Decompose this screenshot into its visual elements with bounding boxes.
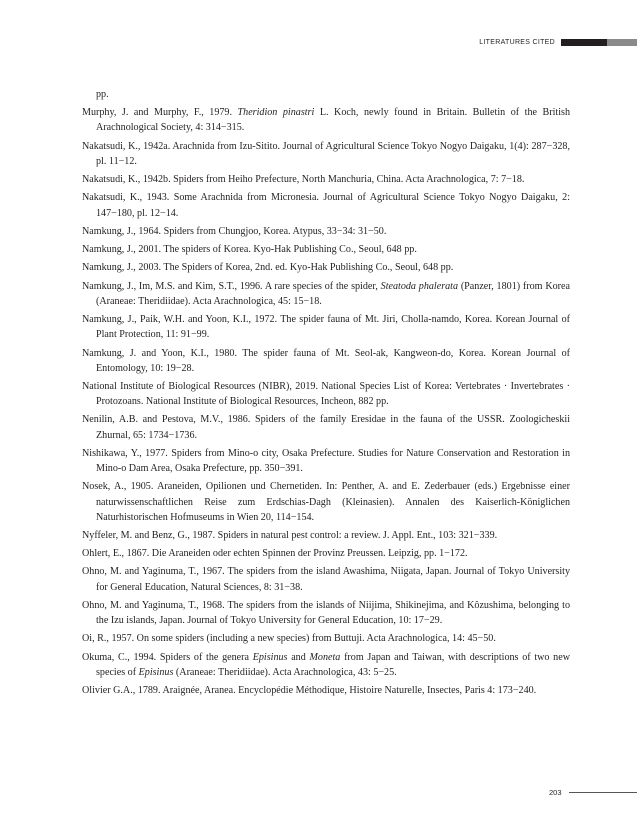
reference-species-name: Steatoda phalerata [380, 280, 459, 292]
reference-entry [82, 279, 570, 309]
reference-text: Ohno, M. and Yaginuma, T., 1967. The spiders from the island Awashima, Niigata, Japan. Journal of Tokyo University for General Education, Natural Sciences, 8: 31−38. [82, 566, 570, 593]
reference-entry [82, 346, 570, 376]
reference-text: pp. [96, 89, 109, 100]
reference-text: Namkung, J. and Yoon, K.I., 1980. The spider fauna of Mt. Seol-ak, Kangweon-do, Korea. Korean Journal of Entomology, 10: 19−28. [82, 347, 570, 374]
reference-text: L. Koch, newly found in Britain. Bulletin of the British Arachnological Society, 4: 314−315. [96, 107, 570, 134]
page-footer [549, 788, 637, 797]
reference-text: (Araneae: Theridiidae). Acta Arachnologica, 43: 5−25. [173, 666, 397, 678]
section-label: LITERATURES CITED [479, 38, 555, 46]
reference-entry [82, 479, 570, 525]
header-bar-light [607, 39, 637, 46]
reference-entry [82, 224, 570, 239]
reference-entry [82, 446, 570, 476]
reference-entry [82, 631, 570, 646]
reference-entry [82, 650, 570, 680]
reference-entry [82, 312, 570, 342]
reference-species-name: Theridion pinastri [237, 107, 315, 119]
reference-entry [82, 190, 570, 220]
reference-text: Namkung, J., 2003. The Spiders of Korea, 2nd. ed. Kyo-Hak Publishing Co., Seoul, 648 pp. [82, 262, 454, 274]
reference-species-name: Moneta [309, 651, 341, 663]
reference-text: Olivier G.A., 1789. Araignée, Aranea. Encyclopédie Méthodique, Histoire Naturelle, Insectes, Paris 4: 173−240. [82, 685, 537, 697]
reference-entry [82, 87, 570, 102]
reference-text: (Panzer, 1801) from Korea (Araneae: Theridiidae). Acta Arachnologica, 45: 15−18. [96, 280, 570, 307]
reference-text: Murphy, J. and Murphy, F., 1979. [82, 107, 238, 119]
reference-entry [82, 683, 570, 698]
reference-text: Nakatsudi, K., 1943. Some Arachnida from Micronesia. Journal of Agricultural Science Tokyo Nogyo Daigaku, 2: 147−180, pl. 12−14. [82, 192, 570, 219]
reference-text: National Institute of Biological Resources (NIBR), 2019. National Species List of Korea: Vertebrates · Invertebrates · Protozoans. National Institute of Biological Resources, Incheon, 882 pp. [82, 380, 570, 408]
reference-entry [82, 528, 570, 543]
reference-entry [82, 242, 570, 257]
reference-text: Ohlert, E., 1867. Die Araneiden oder echten Spinnen der Provinz Preussen. Leipzig, pp. 1−172. [82, 548, 468, 560]
page-number: 203 [549, 788, 562, 797]
reference-text: Nishikawa, Y., 1977. Spiders from Mino-o city, Osaka Prefecture. Studies for Nature Conservation and Restoration in Mino-o Dam Area, Osaka Prefecture, pp. 350−391. [82, 447, 570, 475]
reference-text: and [287, 651, 310, 663]
reference-entry [82, 139, 570, 169]
footer-rule [569, 792, 637, 793]
running-header [479, 37, 637, 47]
reference-text: Nenilin, A.B. and Pestova, M.V., 1986. Spiders of the family Eresidae in the fauna of the USSR. Zoologicheskii Zhurnal, 65: 1734−1736. [82, 414, 570, 441]
reference-entry [82, 564, 570, 594]
reference-species-name: Episinus [138, 666, 174, 678]
reference-text: Namkung, J., 2001. The spiders of Korea. Kyo-Hak Publishing Co., Seoul, 648 pp. [82, 244, 417, 256]
reference-entry [82, 546, 570, 561]
reference-text: Oi, R., 1957. On some spiders (including a new species) from Buttuji. Acta Arachnologica, 14: 45−50. [82, 633, 496, 645]
reference-entry [82, 105, 570, 135]
reference-species-name: Episinus [252, 651, 288, 663]
reference-text: Okuma, C., 1994. Spiders of the genera [82, 651, 253, 663]
reference-list [82, 87, 570, 701]
reference-entry [82, 260, 570, 275]
reference-text: Ohno, M. and Yaginuma, T., 1968. The spiders from the islands of Niijima, Shikinejima, and Kôzushima, belonging to the Izu islands, Japan. Journal of Tokyo University for General Education, 10: 17−29. [82, 599, 570, 627]
reference-text: Nakatsudi, K., 1942a. Arachnida from Izu-Sitito. Journal of Agricultural Science Tokyo Nogyo Daigaku, 1(4): 287−328, pl. 11−12. [82, 140, 570, 167]
reference-text: Nosek, A., 1905. Araneiden, Opilionen und Chernetiden. In: Penther, A. and E. Zederbauer (eds.) Ergebnisse einer naturwissenschaftlichen Reise zum Erdschias-Dagh (Kleinasien). Annalen des Kaiserlich-Königlichen Naturhistorischen Hofmuseums in Wien 20, 114−154. [82, 481, 570, 523]
reference-text: Nyffeler, M. and Benz, G., 1987. Spiders in natural pest control: a review. J. Appl. Ent., 103: 321−339. [82, 529, 498, 541]
reference-text: Namkung, J., 1964. Spiders from Chungjoo, Korea. Atypus, 33−34: 31−50. [82, 225, 387, 237]
reference-text: Namkung, J., Im, M.S. and Kim, S.T., 1996. A rare species of the spider, [82, 280, 381, 292]
reference-entry [82, 598, 570, 628]
header-bar-dark [561, 39, 607, 46]
reference-text: Nakatsudi, K., 1942b. Spiders from Heiho Prefecture, North Manchuria, China. Acta Arachnologica, 7: 7−18. [82, 174, 525, 186]
reference-entry [82, 172, 570, 187]
reference-entry [82, 379, 570, 409]
reference-text: Namkung, J., Paik, W.H. and Yoon, K.I., 1972. The spider fauna of Mt. Jiri, Cholla-namdo, Korea. Korean Journal of Plant Protection, 11: 91−99. [82, 314, 570, 341]
reference-text: from Japan and Taiwan, with descriptions of two new species of [96, 651, 570, 678]
reference-entry [82, 412, 570, 442]
